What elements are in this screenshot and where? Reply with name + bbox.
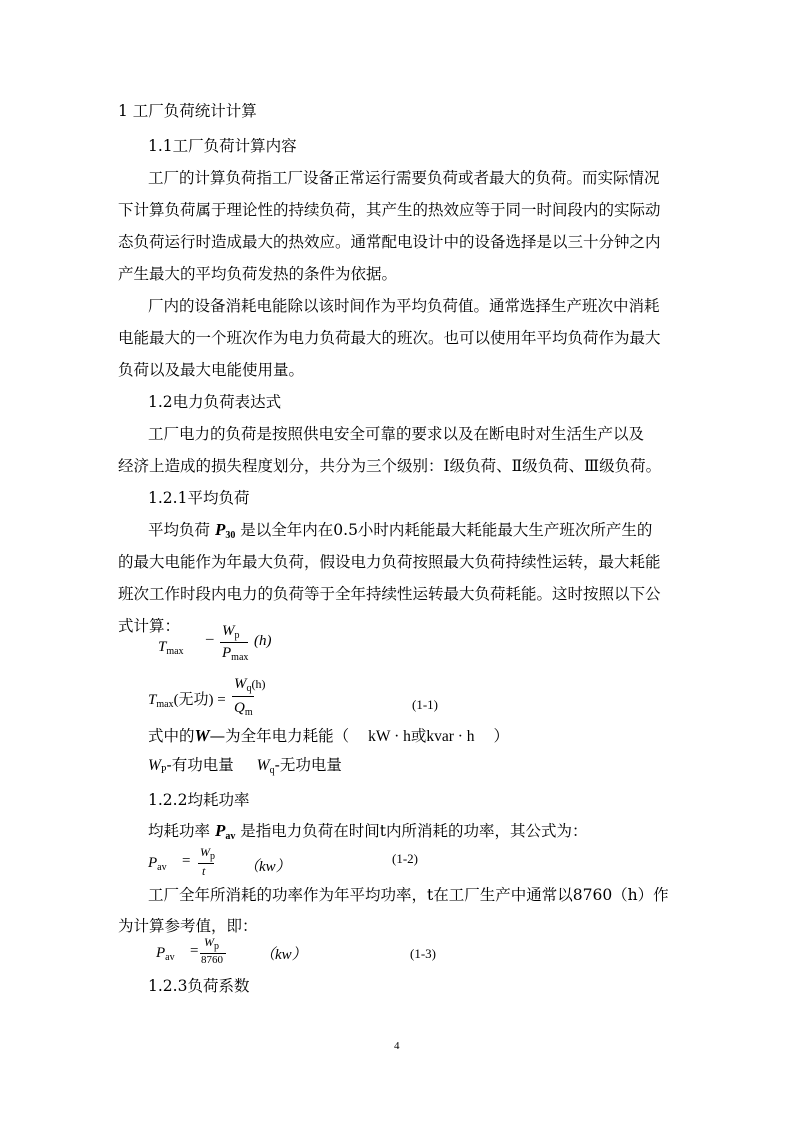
eq-denominator: t	[202, 864, 206, 878]
eq-lhs	[148, 688, 226, 710]
eq-subscript: av	[165, 952, 175, 963]
paragraph-line: 工厂电力的负荷是按照供电安全可靠的要求以及在断电时对生活生产以及	[148, 425, 645, 443]
text-run: -无功电量	[274, 756, 342, 774]
text-run: 均耗功率	[148, 822, 211, 840]
equation-number: (1-2)	[392, 851, 418, 866]
paragraph-line: 工厂的计算负荷指工厂设备正常运行需要负荷或者最大的负荷。而实际情况	[148, 169, 660, 187]
eq-operator: –	[206, 631, 214, 647]
symbol-pav	[215, 821, 235, 840]
paragraph-line: 产生最大的平均负荷发热的条件为依据。	[118, 265, 398, 283]
eq-text: (无功) =	[173, 692, 226, 708]
eq-symbol: W	[222, 623, 235, 639]
eq-operator: =	[182, 853, 191, 869]
paragraph-line: 为计算参考值，即：	[118, 917, 258, 935]
text-run: 是指电力负荷在时间t内所消耗的功率，其公式为：	[240, 822, 588, 840]
symbol-p30	[215, 520, 235, 539]
eq-subscript: av	[157, 862, 167, 873]
eq-unit: (h)	[254, 633, 272, 649]
eq-symbol: P	[148, 855, 158, 871]
eq-numerator	[234, 676, 266, 694]
eq-subscript: p	[234, 630, 240, 641]
paragraph-line: 的最大电能作为年最大负荷，假设电力负荷按照最大负荷持续性运转，最大耗能	[118, 553, 661, 571]
paragraph-line: 式计算：	[118, 617, 181, 635]
eq-subscript: m	[244, 707, 253, 718]
paragraph-line	[148, 520, 652, 546]
paragraph-line: 经济上造成的损失程度划分，共分为三个级别：Ⅰ级负荷、Ⅱ级负荷、Ⅲ级负荷。	[118, 457, 662, 475]
symbol-subscript: q	[269, 765, 275, 776]
eq-denominator	[222, 645, 248, 663]
text-run: -有功电量	[166, 756, 234, 774]
paragraph-line	[148, 755, 342, 781]
text-run: ）	[493, 727, 510, 745]
symbol: P	[214, 821, 226, 840]
paragraph-line: 负荷以及最大电能使用量。	[118, 361, 305, 379]
section-heading-1: 1 工厂负荷统计计算	[118, 102, 257, 120]
eq-lhs	[156, 945, 175, 963]
eq-numerator	[222, 623, 240, 641]
equation-number: (1-1)	[412, 697, 438, 712]
text-run: 是以全年内在0.5小时内耗能最大耗能最大生产班次所产生的	[240, 521, 653, 539]
eq-subscript: max	[156, 699, 174, 710]
paragraph-line: 电能最大的一个班次作为电力负荷最大的班次。也可以使用年平均负荷作为最大	[118, 329, 661, 347]
eq-subscript: p	[214, 941, 219, 952]
subsection-heading-1-1: 1.1工厂负荷计算内容	[148, 137, 297, 155]
symbol: P	[214, 520, 226, 539]
symbol-subscript: av	[225, 831, 236, 842]
subsection-heading-1-2-2: 1.2.2均耗功率	[148, 791, 250, 809]
eq-numerator	[204, 935, 219, 952]
symbol: W	[148, 757, 161, 774]
equation-number: (1-3)	[410, 946, 436, 961]
fraction-bar	[220, 642, 248, 643]
symbol-wq	[257, 757, 275, 774]
eq-symbol: Q	[234, 700, 245, 716]
symbol-subscript: 30	[225, 530, 236, 541]
fraction-bar	[198, 863, 214, 864]
eq-subscript: p	[210, 851, 215, 862]
symbol: W	[256, 757, 270, 774]
subsection-heading-1-2: 1.2电力负荷表达式	[148, 393, 282, 411]
paragraph-line	[148, 726, 509, 747]
eq-numerator	[200, 845, 215, 862]
eq-symbol: P	[156, 945, 166, 961]
eq-symbol: W	[204, 935, 214, 949]
page-number: 4	[394, 1040, 400, 1052]
eq-subscript: q	[246, 683, 252, 694]
symbol-wp	[148, 757, 166, 774]
paragraph-line: 厂内的设备消耗电能除以该时间作为平均负荷值。通常选择生产班次中消耗	[148, 297, 660, 315]
eq-lhs	[148, 855, 167, 873]
eq-unit: (h)	[251, 677, 266, 691]
eq-subscript: max	[166, 646, 184, 657]
eq-symbol: W	[200, 845, 210, 859]
text-run: 式中的	[148, 727, 195, 745]
paragraph-line: 下计算负荷属于理论性的持续负荷，其产生的热效应等于同一时间段内的实际动	[118, 201, 661, 219]
eq-lhs	[158, 639, 184, 657]
eq-operator: =	[190, 943, 199, 959]
eq-symbol: P	[222, 645, 232, 661]
eq-unit: （kw）	[244, 859, 291, 875]
eq-symbol: T	[158, 639, 167, 655]
paragraph-line: 工厂全年所消耗的功率作为年平均功率，t在工厂生产中通常以8760（h）作	[148, 886, 669, 904]
eq-denominator: 8760	[201, 954, 223, 966]
text-run: 平均负荷	[148, 521, 211, 539]
paragraph-line: 态负荷运行时造成最大的热效应。通常配电设计中的设备选择是以三十分钟之内	[118, 233, 661, 251]
eq-subscript: max	[231, 652, 249, 663]
paragraph-line: 班次工作时段内电力的负荷等于全年持续性运转最大负荷耗能。这时按照以下公	[118, 585, 661, 603]
text-run: —为全年电力耗能（	[209, 727, 350, 745]
symbol-subscript: P	[160, 765, 167, 776]
symbol-w: W	[194, 726, 210, 745]
fraction-bar	[232, 696, 254, 697]
eq-symbol: W	[234, 676, 247, 692]
subsection-heading-1-2-3: 1.2.3负荷系数	[148, 977, 250, 995]
paragraph-line	[148, 821, 588, 847]
eq-unit: （kw）	[260, 947, 307, 963]
eq-denominator	[234, 700, 253, 718]
eq-symbol: T	[148, 692, 157, 708]
unit-text: kW · h或kvar · h	[368, 728, 475, 745]
subsection-heading-1-2-1: 1.2.1平均负荷	[148, 489, 250, 507]
